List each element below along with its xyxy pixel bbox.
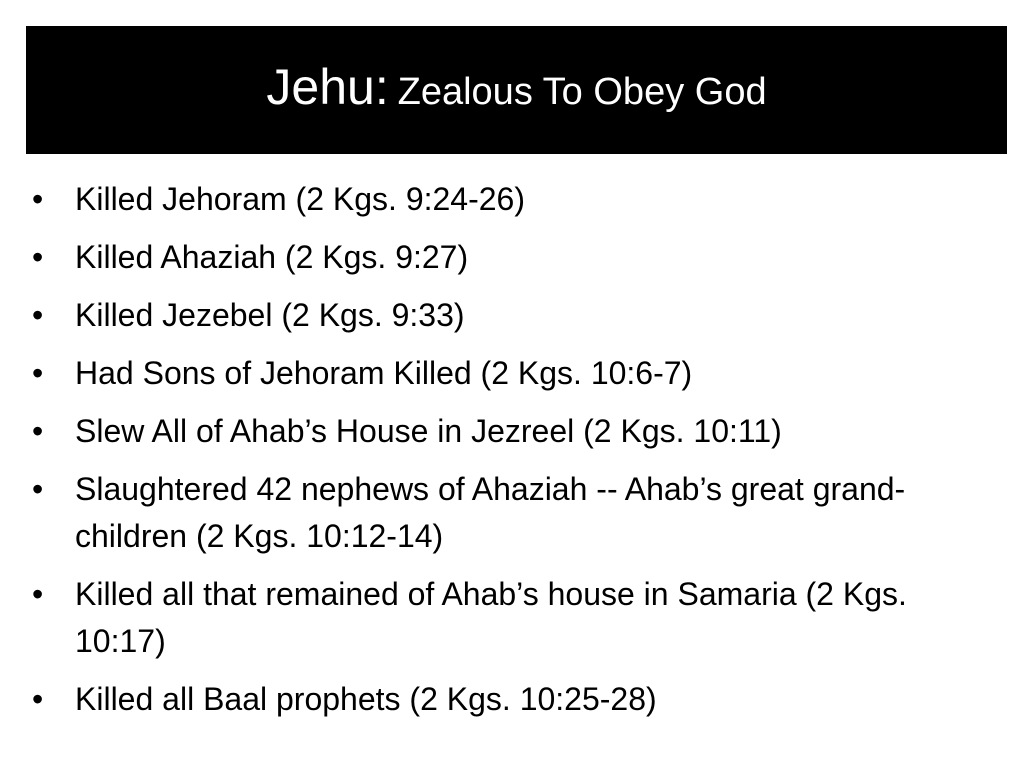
bullet-text: Slew All of Ahab’s House in Jezreel (2 Kgs. 10:11) <box>75 413 782 449</box>
title-subtitle: Zealous To Obey God <box>397 71 767 113</box>
bullet-icon: • <box>32 413 44 449</box>
bullet-item <box>32 408 1002 455</box>
bullet-text: Killed Jehoram (2 Kgs. 9:24-26) <box>75 181 525 217</box>
bullet-text: Had Sons of Jehoram Killed (2 Kgs. 10:6-7) <box>75 355 693 391</box>
bullet-icon: • <box>32 239 44 275</box>
bullet-item <box>32 676 1002 723</box>
bullet-text: Killed all Baal prophets (2 Kgs. 10:25-28) <box>75 681 657 717</box>
bullet-list <box>32 176 1002 734</box>
bullet-icon: • <box>32 576 44 612</box>
bullet-icon: • <box>32 181 44 217</box>
bullet-icon: • <box>32 681 44 717</box>
title-bar <box>26 26 1007 154</box>
bullet-icon: • <box>32 471 44 507</box>
bullet-item <box>32 292 1002 339</box>
bullet-text: Killed Ahaziah (2 Kgs. 9:27) <box>75 239 469 275</box>
slide-title <box>266 59 767 115</box>
bullet-item <box>32 350 1002 397</box>
title-main: Jehu: <box>266 59 389 115</box>
bullet-text: Slaughtered 42 nephews of Ahaziah -- Ahab’s great grand-children (2 Kgs. 10:12-14) <box>75 471 906 554</box>
bullet-icon: • <box>32 355 44 391</box>
bullet-item <box>32 234 1002 281</box>
bullet-icon: • <box>32 297 44 333</box>
bullet-text: Killed all that remained of Ahab’s house in Samaria (2 Kgs. 10:17) <box>75 576 907 659</box>
bullet-item <box>32 176 1002 223</box>
bullet-item <box>32 571 1002 665</box>
bullet-item <box>32 466 1002 560</box>
bullet-text: Killed Jezebel (2 Kgs. 9:33) <box>75 297 465 333</box>
